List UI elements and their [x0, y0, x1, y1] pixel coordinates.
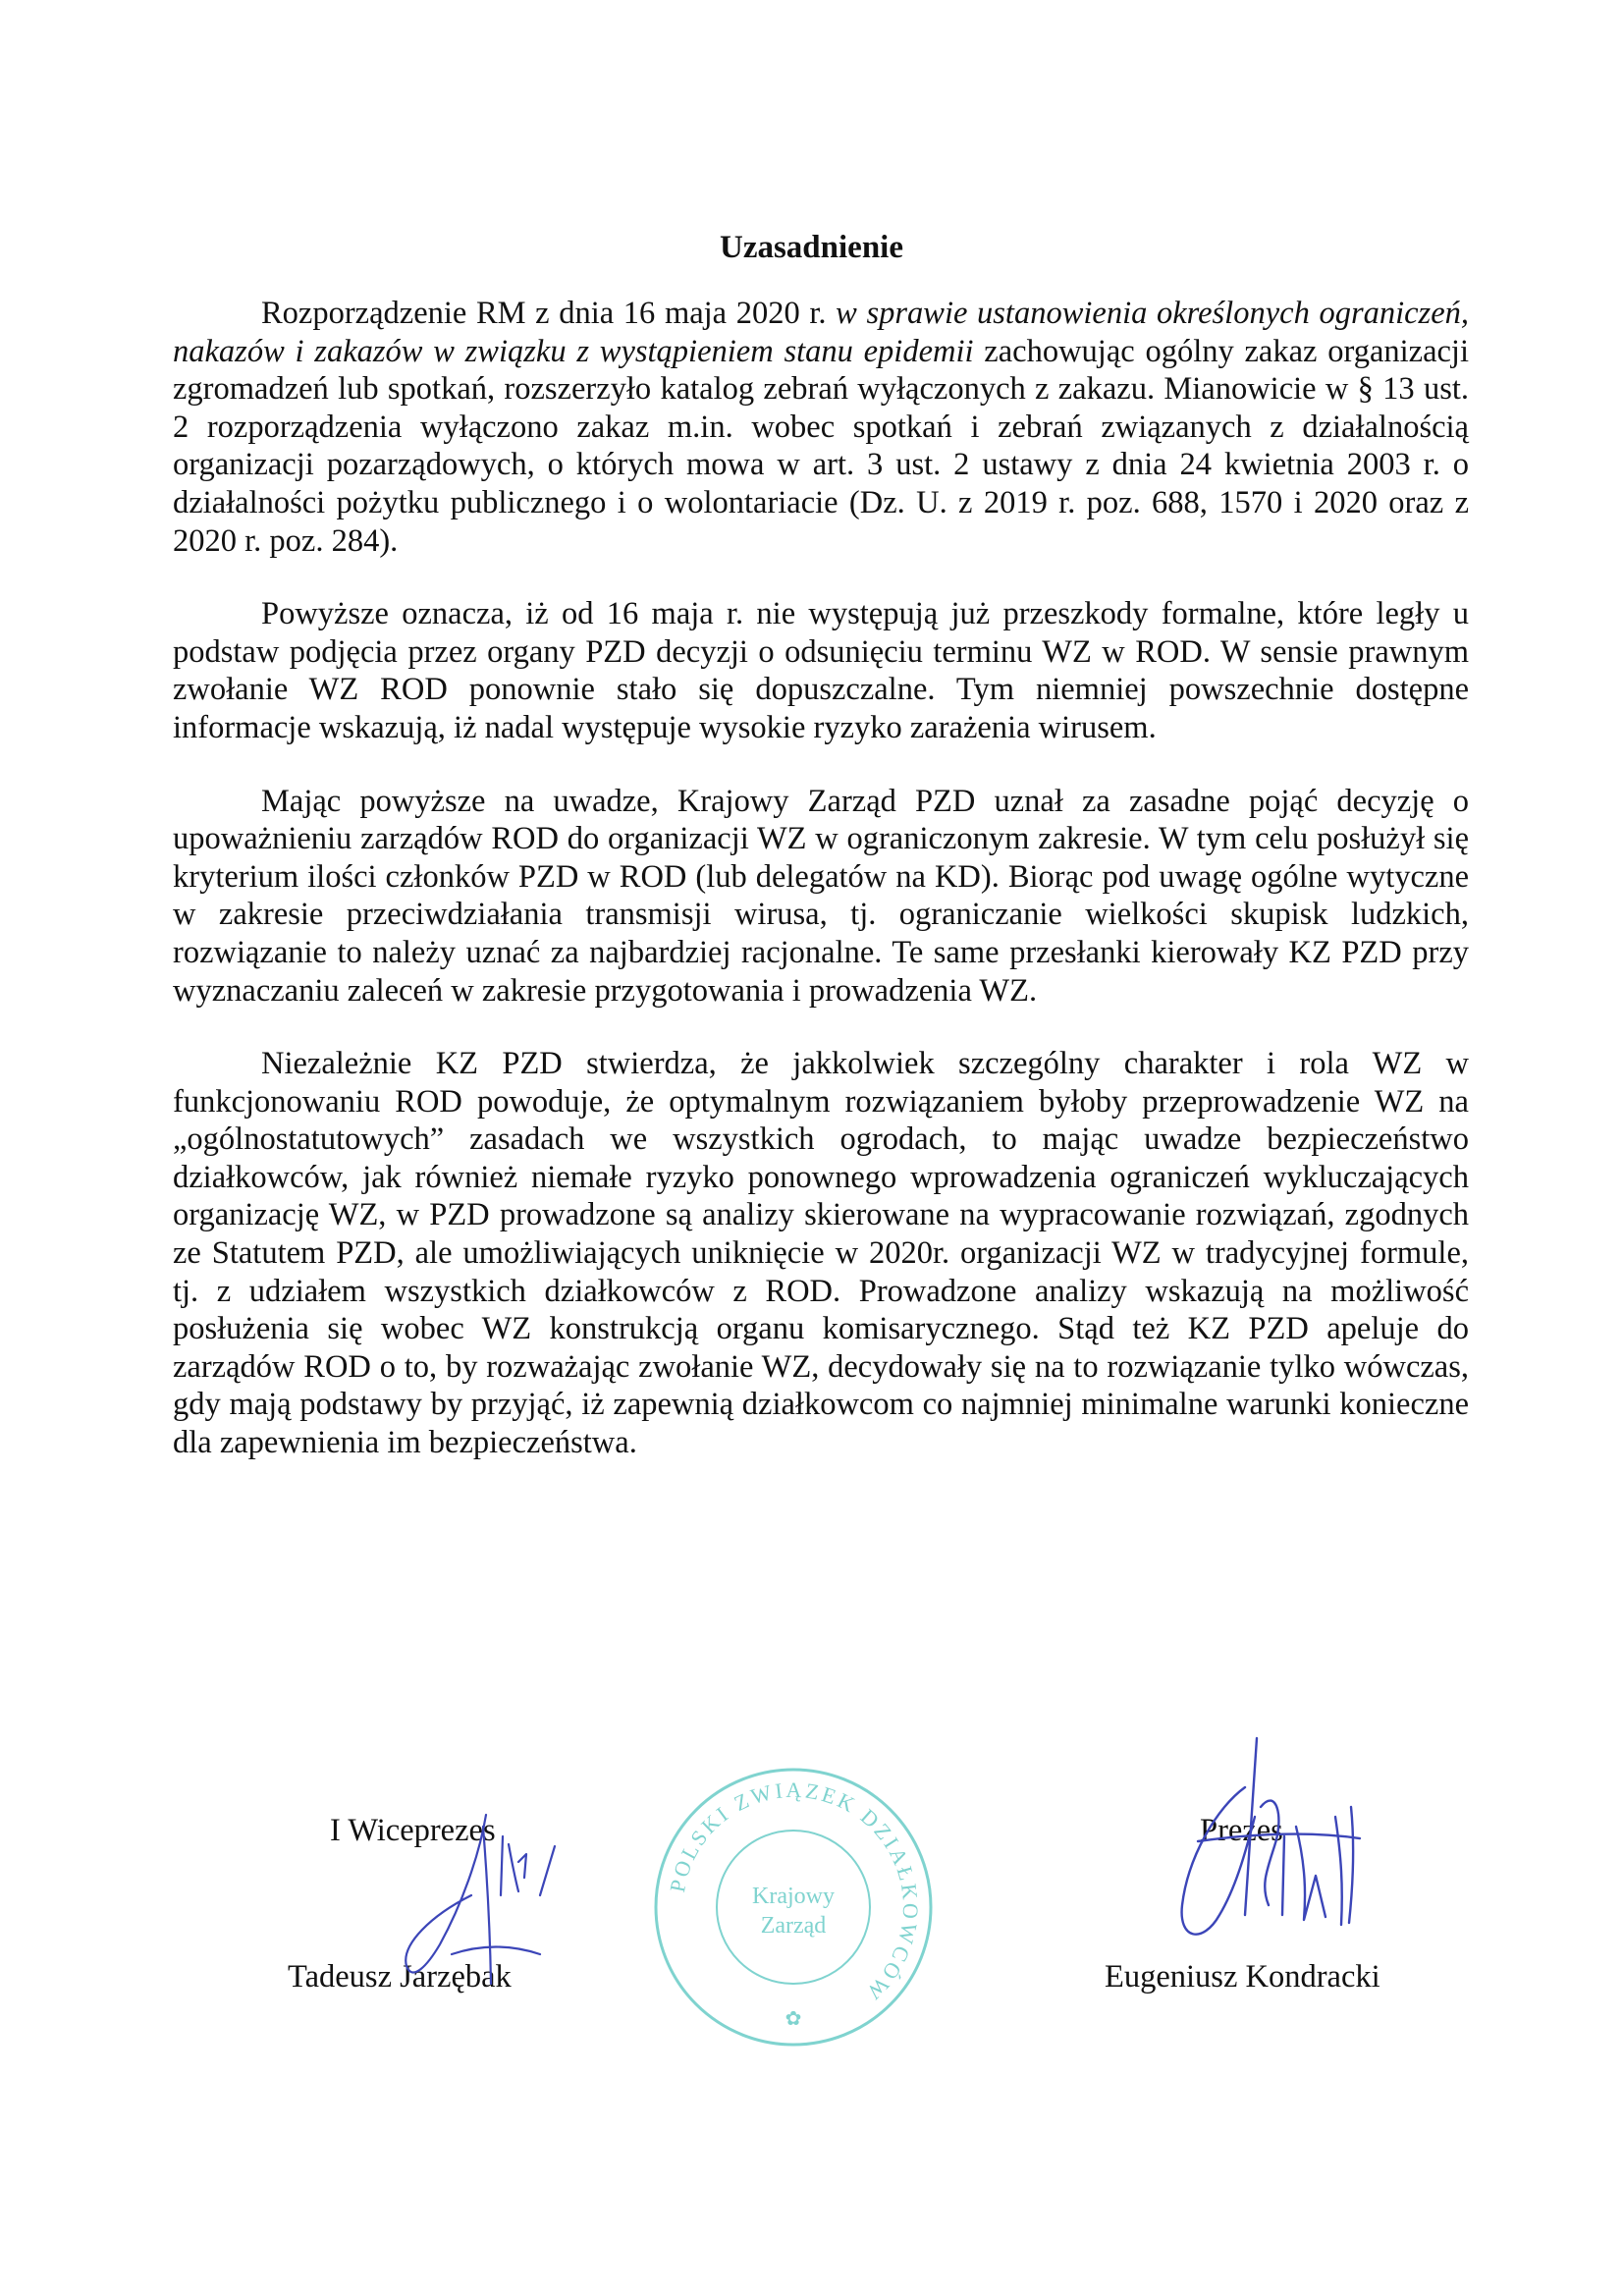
document-body — [173, 295, 1469, 1498]
paragraph-1-regulation-title: w sprawie ustanowienia określonych ograniczeń, nakazów i zakazów w związku z wystąpieniem stanu epidemii — [173, 296, 1469, 369]
right-signatory-role: Prezes — [1200, 1813, 1283, 1848]
paragraph-2: Powyższe oznacza, iż od 16 maja r. nie występują już przeszkody formalne, które legły u podstaw podjęcia przez organy PZD decyzji o odsunięciu terminu WZ w ROD. W sensie prawnym zwołanie WZ ROD ponownie stało się dopuszczalne. Tym niemniej powszechnie dostępne informacje wskazują, iż nadal występuje wysokie ryzyko zarażenia wirusem. — [173, 596, 1469, 745]
left-signatory-role: I Wiceprezes — [330, 1813, 496, 1848]
paragraph-1 — [173, 295, 1469, 560]
right-signatory-name: Eugeniusz Kondracki — [1105, 1959, 1380, 1995]
stamp-flower-icon: ✿ — [784, 2006, 802, 2030]
left-handwritten-signature — [393, 1797, 579, 2003]
stamp-inner-line-2: Zarząd — [760, 1913, 827, 1939]
paragraph-4: Niezależnie KZ PZD stwierdza, że jakkolwiek szczególny charakter i rola WZ w funkcjonowaniu ROD powoduje, że optymalnym rozwiązaniem byłoby przeprowadzenie WZ na „ogólnostatutowych” zasadach we wszystkich ogrodach, to mając uwadze bezpieczeństwo działkowców, jak również niemałe ryzyko ponownego wprowadzenia ograniczeń wykluczających organizację WZ, w PZD prowadzone są analizy skierowane na wypracowanie rozwiązań, zgodnych ze Statutem PZD, ale umożliwiających uniknięcie w 2020r. organizacji WZ w tradycyjnej formule, tj. z udziałem wszystkich działkowców z ROD. Prowadzone analizy wskazują na możliwość posłużenia się wobec WZ konstrukcją organu komisarycznego. Stąd też KZ PZD apeluje do zarządów ROD o to, by rozważając zwołanie WZ, decydowały się na to rozwiązanie tylko wówczas, gdy mają podstawy by przyjąć, iż zapewnią działkowcom co najmniej minimalne warunki konieczne dla zapewnienia im bezpieczeństwa. — [173, 1046, 1469, 1461]
left-signatory-name: Tadeusz Jarzębak — [288, 1959, 512, 1995]
paragraph-3: Mając powyższe na uwadze, Krajowy Zarząd PZD uznał za zasadne pojąć decyzję o upoważnieniu zarządów ROD do organizacji WZ w ograniczonym zakresie. W tym celu posłużył się kryterium ilości członków PZD w ROD (lub delegatów na KD). Biorąc pod uwagę ogólne wytyczne w zakresie przeciwdziałania transmisji wirusa, tj. ograniczanie wielkości skupisk ludzkich, rozwiązanie to należy uznać za najbardziej racjonalne. Te same przesłanki kierowały KZ PZD przy wyznaczaniu zaleceń w zakresie przygotowania i prowadzenia WZ. — [173, 783, 1469, 1009]
paragraph-1-rest: zachowując ogólny zakaz organizacji zgromadzeń lub spotkań, rozszerzyło katalog zebrań wyłączonych z zakazu. Mianowicie w § 13 ust. 2 rozporządzenia wyłączono zakaz m.in. wobec spotkań i zebrań związanych z działalnością organizacji pozarządowych, o których mowa w art. 3 ust. 2 ustawy z dnia 24 kwietnia 2003 r. o działalności pożytku publicznego i o wolontariacie (Dz. U. z 2019 r. poz. 688, 1570 i 2020 oraz z 2020 r. poz. 284). — [173, 333, 1469, 559]
right-handwritten-signature — [1159, 1728, 1384, 1974]
stamp-inner-line-1: Krajowy — [752, 1884, 835, 1909]
stamp-outer-text: POLSKI ZWIĄZEK DZIAŁKOWCÓW — [665, 1777, 924, 2006]
paragraph-1-lead: Rozporządzenie RM z dnia 16 maja 2020 r. — [261, 296, 837, 331]
organization-stamp — [646, 1760, 941, 2054]
document-title: Uzasadnienie — [719, 230, 903, 265]
